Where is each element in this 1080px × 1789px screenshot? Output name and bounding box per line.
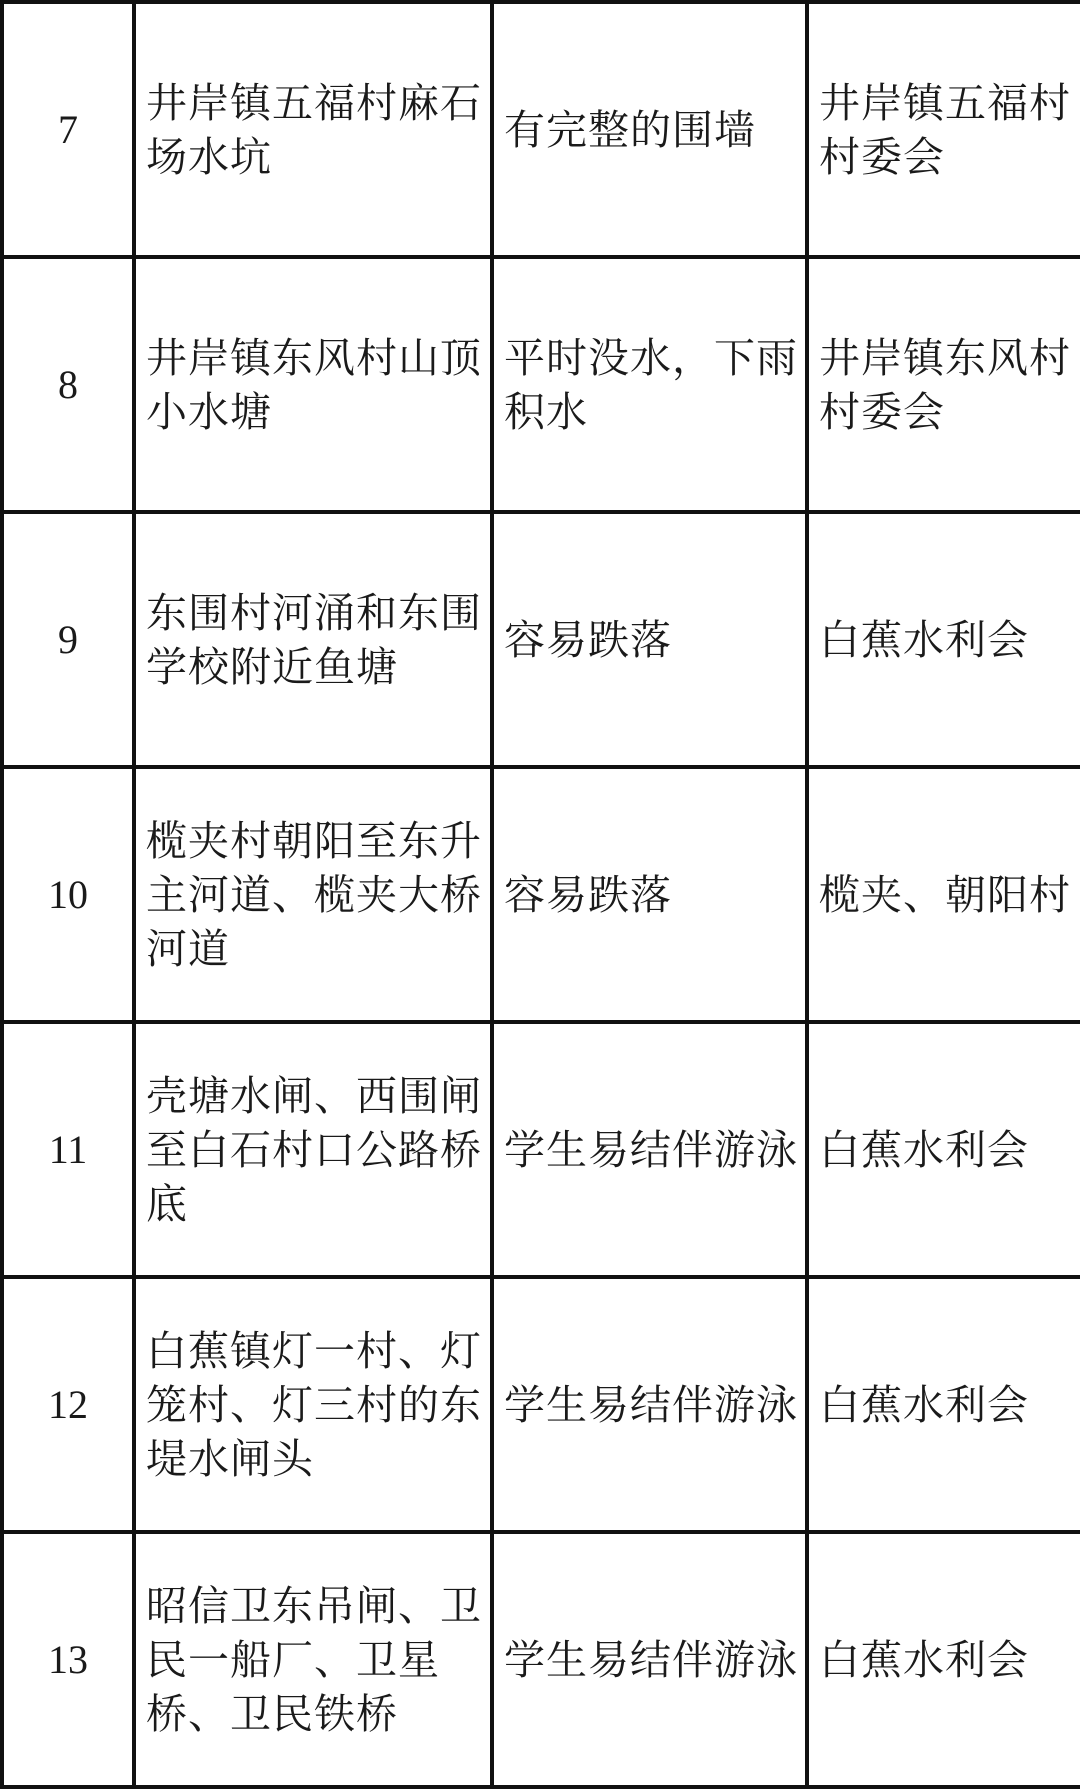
table-row <box>2 512 1080 767</box>
responsible-unit-cell: 井岸镇五福村村委会 <box>807 2 1080 257</box>
location-cell: 榄夹村朝阳至东升主河道、榄夹大桥河道 <box>134 767 492 1022</box>
responsible-unit-cell: 白蕉水利会 <box>807 1022 1080 1277</box>
table-body <box>2 2 1080 1787</box>
responsible-unit-cell: 白蕉水利会 <box>807 512 1080 767</box>
responsible-unit-cell: 白蕉水利会 <box>807 1277 1080 1532</box>
row-number-cell: 10 <box>2 767 134 1022</box>
row-number-cell: 13 <box>2 1532 134 1787</box>
situation-cell: 平时没水，下雨积水 <box>492 257 807 512</box>
row-number-cell: 7 <box>2 2 134 257</box>
row-number-cell: 11 <box>2 1022 134 1277</box>
table-row <box>2 767 1080 1022</box>
table-row <box>2 257 1080 512</box>
situation-cell: 有完整的围墙 <box>492 2 807 257</box>
situation-cell: 学生易结伴游泳 <box>492 1532 807 1787</box>
location-cell: 昭信卫东吊闸、卫民一船厂、卫星桥、卫民铁桥 <box>134 1532 492 1787</box>
situation-cell: 学生易结伴游泳 <box>492 1022 807 1277</box>
row-number-cell: 12 <box>2 1277 134 1532</box>
location-cell: 井岸镇五福村麻石场水坑 <box>134 2 492 257</box>
situation-cell: 学生易结伴游泳 <box>492 1277 807 1532</box>
row-number-cell: 9 <box>2 512 134 767</box>
responsible-unit-cell: 井岸镇东风村村委会 <box>807 257 1080 512</box>
table-row <box>2 1022 1080 1277</box>
row-number-cell: 8 <box>2 257 134 512</box>
table-row <box>2 1532 1080 1787</box>
table-row <box>2 2 1080 257</box>
location-cell: 井岸镇东风村山顶小水塘 <box>134 257 492 512</box>
situation-cell: 容易跌落 <box>492 512 807 767</box>
location-cell: 壳塘水闸、西围闸至白石村口公路桥底 <box>134 1022 492 1277</box>
responsible-unit-cell: 榄夹、朝阳村 <box>807 767 1080 1022</box>
location-cell: 东围村河涌和东围学校附近鱼塘 <box>134 512 492 767</box>
situation-cell: 容易跌落 <box>492 767 807 1022</box>
table-row <box>2 1277 1080 1532</box>
responsible-unit-cell: 白蕉水利会 <box>807 1532 1080 1787</box>
location-cell: 白蕉镇灯一村、灯笼村、灯三村的东堤水闸头 <box>134 1277 492 1532</box>
